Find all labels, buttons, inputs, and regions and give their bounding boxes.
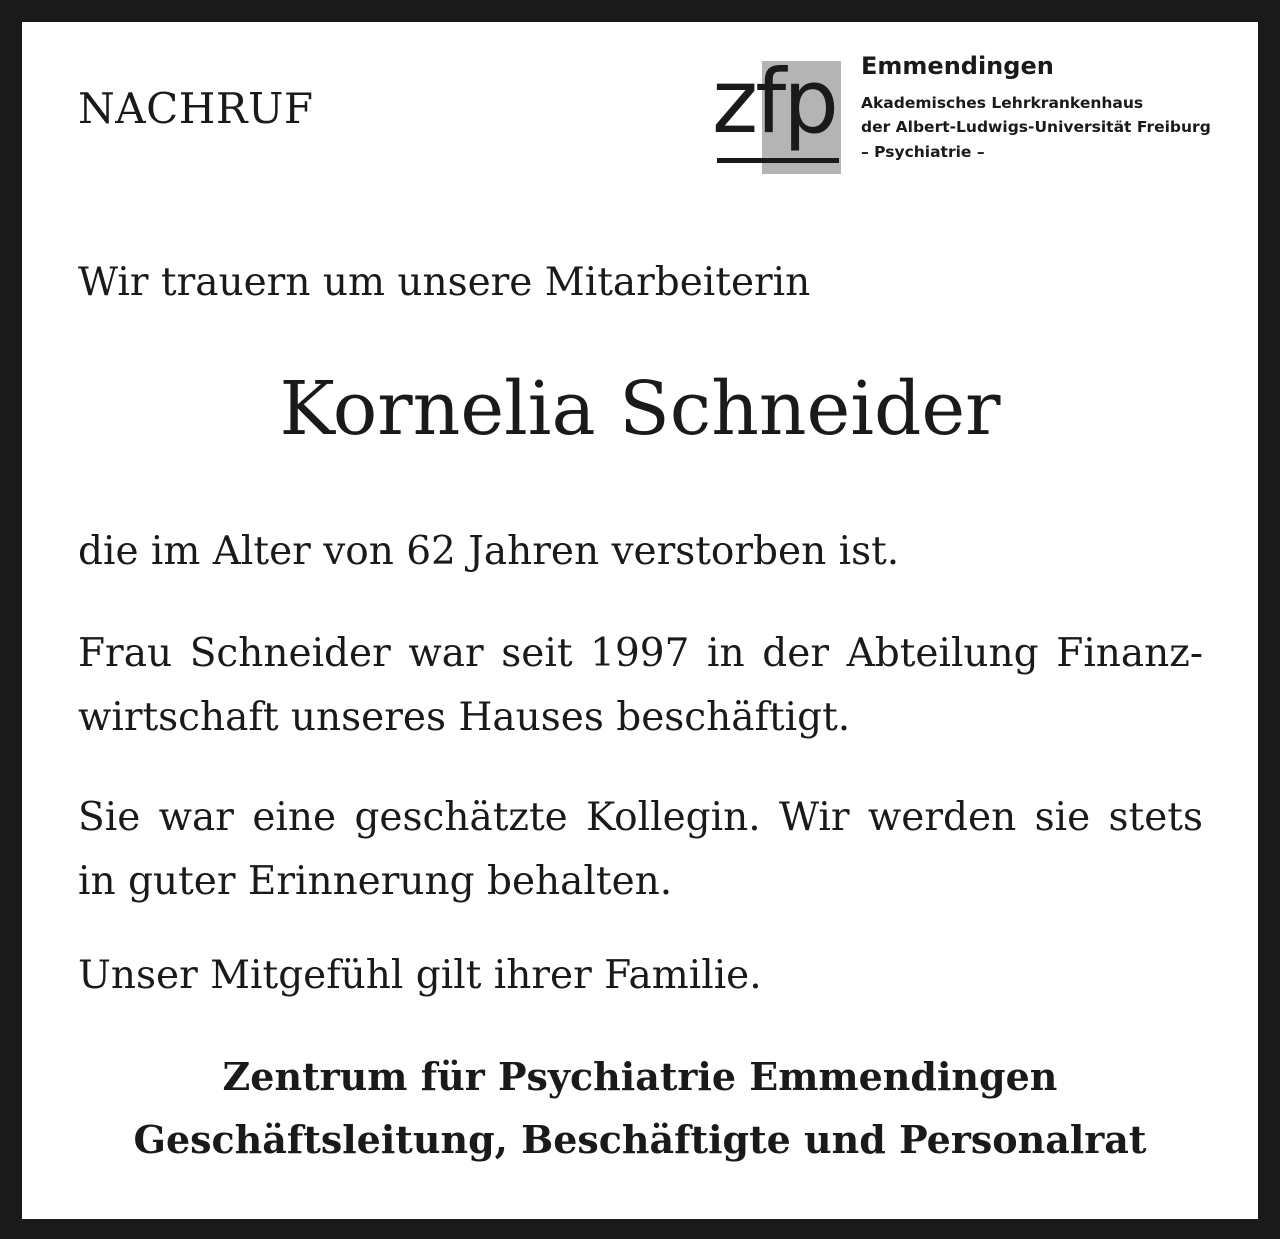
signature-groups: Geschäftsleitung, Beschäftigte und Personalrat	[133, 1117, 1147, 1162]
deceased-name: Kornelia Schneider	[279, 366, 1001, 452]
logo-underline	[717, 158, 839, 163]
institution-line-2: der Albert-Ludwigs-Universität Freiburg	[861, 118, 1211, 136]
colleague-paragraph: Sie war eine geschätzte Kollegin. Wir werden sie stets in guter Erinnerung behalten.	[78, 795, 1203, 904]
signature-organization: Zentrum für Psychiatrie Emmendingen	[222, 1054, 1058, 1099]
age-paragraph: die im Alter von 62 Jahren verstorben ist.	[78, 529, 900, 574]
department-paragraph: Frau Schneider war seit 1997 in der Abteilung Finanz-wirtschaft unseres Hauses beschäftigt.	[78, 631, 1203, 740]
notice-heading: NACHRUF	[78, 84, 314, 133]
logo-mark: zfp	[712, 50, 837, 153]
institution-line-1: Akademisches Lehrkrankenhaus	[861, 94, 1144, 112]
institution-name: Emmendingen	[861, 52, 1054, 80]
family-paragraph: Unser Mitgefühl gilt ihrer Familie.	[78, 953, 762, 998]
intro-text: Wir trauern um unsere Mitarbeiterin	[78, 260, 811, 305]
institution-line-3: – Psychiatrie –	[861, 143, 985, 161]
